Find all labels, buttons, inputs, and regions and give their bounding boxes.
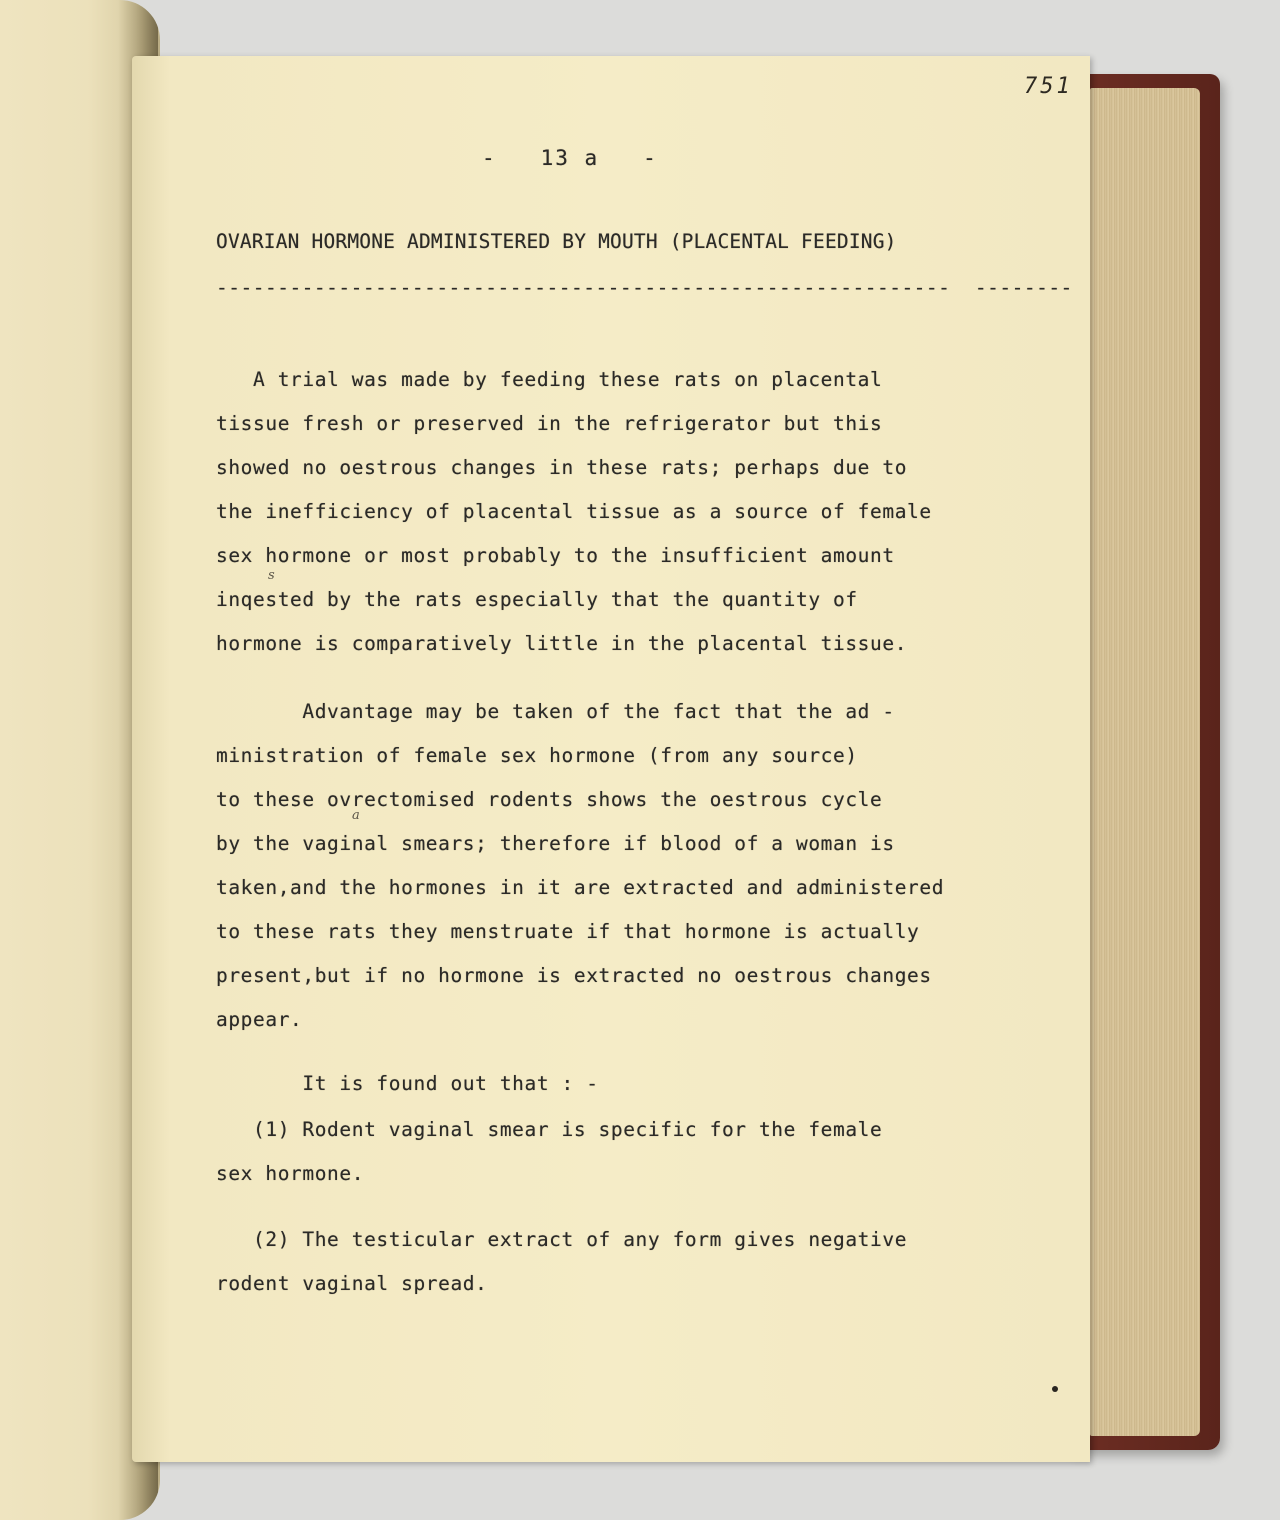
paragraph-2-line: to these ovrectomised rodents shows the oestrous cycle <box>216 788 883 811</box>
paragraph-1-line: the inefficiency of placental tissue as a source of female <box>216 500 932 523</box>
paragraph-2-line: taken,and the hormones in it are extracted and administered <box>216 876 945 899</box>
page-edges <box>1090 88 1200 1436</box>
page-title: OVARIAN HORMONE ADMINISTERED BY MOUTH (PLACENTAL FEEDING) <box>216 230 897 253</box>
paragraph-2-line: to these rats they menstruate if that hormone is actually <box>216 920 920 943</box>
paragraph-1-line: A trial was made by feeding these rats on placental <box>216 368 883 391</box>
paragraph-2-line: by the vaginal smears; therefore if blood of a woman is <box>216 832 895 855</box>
ink-dot <box>1052 1386 1058 1392</box>
paragraph-1-line: tissue fresh or preserved in the refrigerator but this <box>216 412 883 435</box>
paragraph-1-line: inqested by the rats especially that the quantity of <box>216 588 858 611</box>
finding-2-line: rodent vaginal spread. <box>216 1272 488 1295</box>
title-underline: ------------------------------------------------------------ -------- <box>216 276 1073 299</box>
finding-1-line: sex hormone. <box>216 1162 365 1185</box>
finding-2-line: (2) The testicular extract of any form gives negative <box>216 1228 908 1251</box>
finding-1-line: (1) Rodent vaginal smear is specific for the female <box>216 1118 883 1141</box>
page-number: - 13 a - <box>482 146 658 170</box>
paragraph-2-line: appear. <box>216 1008 303 1031</box>
findings-intro: It is found out that : - <box>216 1072 599 1095</box>
paragraph-2-line: present,but if no hormone is extracted no oestrous changes <box>216 964 932 987</box>
paragraph-2-line: Advantage may be taken of the fact that the ad - <box>216 700 895 723</box>
paragraph-1-line: hormone is comparatively little in the placental tissue. <box>216 632 908 655</box>
handwritten-correction: s <box>268 568 275 583</box>
paragraph-2-line: ministration of female sex hormone (from any source) <box>216 744 858 767</box>
paragraph-1-line: showed no oestrous changes in these rats; perhaps due to <box>216 456 908 479</box>
folio-mark: 751 <box>1024 74 1073 99</box>
paragraph-1-line: sex hormone or most probably to the insufficient amount <box>216 544 895 567</box>
handwritten-correction: a <box>352 808 360 823</box>
